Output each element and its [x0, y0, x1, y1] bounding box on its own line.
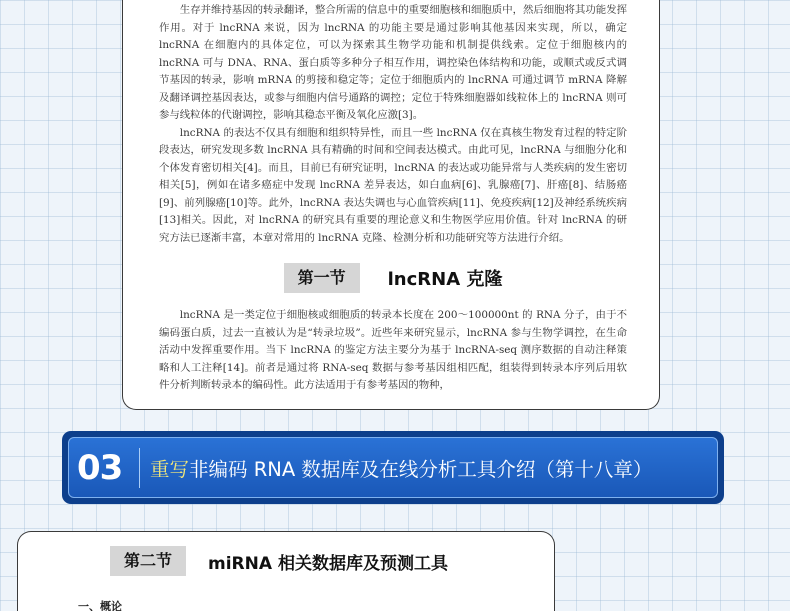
chapter-title-highlight: 重写 — [150, 457, 190, 481]
top-book-page — [122, 0, 660, 410]
section-heading-2 — [110, 546, 554, 576]
section-heading — [159, 263, 627, 293]
chapter-banner — [68, 437, 718, 498]
chapter-number: 03 — [77, 447, 123, 488]
section-title-2: miRNA 相关数据库及预测工具 — [208, 553, 448, 574]
section-title: lncRNA 克隆 — [387, 269, 503, 290]
intro-paragraph-1: 生存并维持基因的转录翻译，整合所需的信息中的重要细胞核和细胞质中，然后细胞将其功能发挥作用。对于 lncRNA 来说，因为 lncRNA 的功能主要是通过影响其他基因来实现，所以，确定 lncRNA 在细胞内的具体定位，可以为探索其生物学功能和机制提供线索。定位于细胞核内的 lncRNA 可与 DNA、RNA、蛋白质等多种分子相互作用，调控染色体结构和功能，或顺式或反式调节基因的转录，影响 mRNA 的剪接和稳定等；定位于细胞质内的 lncRNA 可通过调节 mRNA 降解及翻译调控基因表达，或参与细胞内信号通路的调控；定位于特殊细胞器如线粒体上的 lncRNA 则可参与线粒体的代谢调控，影响其稳态平衡及氧化应激[3]。 — [159, 4, 627, 121]
section-paragraph: lncRNA 是一类定位于细胞核或细胞质的转录本长度在 200～100000nt 的 RNA 分子，由于不编码蛋白质，过去一直被认为是“转录垃圾”。近些年来研究显示，lncRNA 参与生物学调控，在生命活动中发挥重要作用。当下 lncRNA 的鉴定方法主要分为基于 lncRNA-seq 测序数据的自动注释策略和人工注释[14]。前者是通过将 RNA-seq 数据与参考基因组相匹配，组装得到转录本序列后用软件分析判断转录本的编码性。此方法适用于有参考基因的物种， — [159, 309, 627, 391]
section-number-badge: 第一节 — [284, 263, 360, 293]
intro-paragraph-2: lncRNA 的表达不仅具有细胞和组织特异性，而且一些 lncRNA 仅在真核生物发育过程的特定阶段表达，研究发现多数 lncRNA 具有精确的时间和空间表达模式。由此可见，lncRNA 与细胞分化和个体发育密切相关[4]。而且，目前已有研究证明，lncRNA 的表达或功能异常与人类疾病的发生密切相关[5]，例如在诸多癌症中发现 lncRNA 差异表达，如白血病[6]、乳腺癌[7]、肝癌[8]、结肠癌[9]、前列腺癌[10]等。此外，lncRNA 表达失调也与心血管疾病[11]、免疫疾病[12]及神经系统疾病[13]相关。因此，对 lncRNA 的研究具有重要的理论意义和生物医学应用价值。针对 lncRNA 的研究方法已逐渐丰富，本章对常用的 lncRNA 克隆、检测分析和功能研究等方法进行介绍。 — [159, 126, 627, 244]
chapter-title-text: 非编码 RNA 数据库及在线分析工具介绍（第十八章） — [189, 457, 653, 481]
subheading: 一、概论 — [78, 600, 122, 611]
chapter-title — [150, 454, 652, 482]
section-number-badge-2: 第二节 — [110, 546, 186, 576]
banner-divider — [139, 448, 140, 488]
bottom-book-page — [17, 531, 555, 611]
